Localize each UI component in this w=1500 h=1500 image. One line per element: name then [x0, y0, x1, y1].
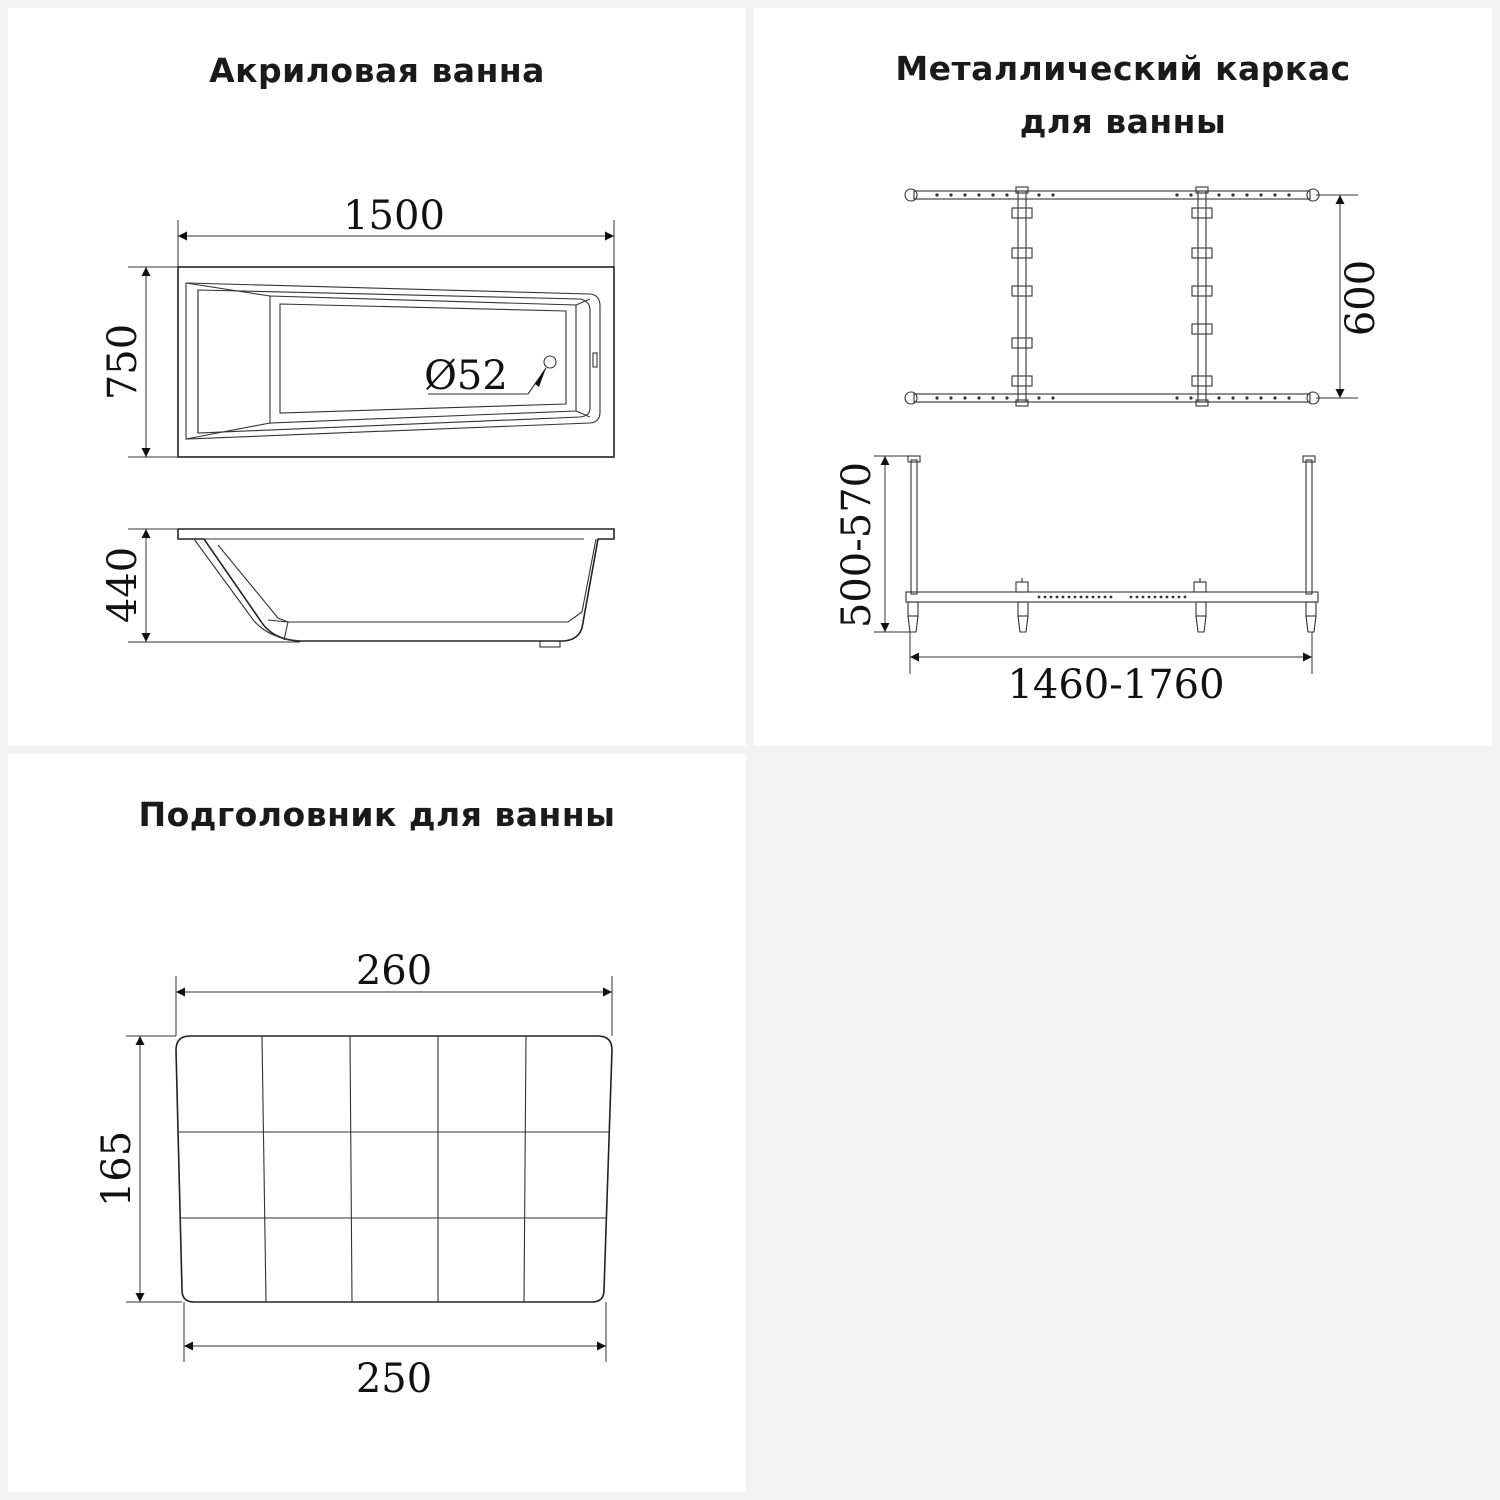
headrest-outline [176, 1036, 612, 1302]
acrylic-bath-drawing [8, 8, 746, 746]
bath-length-label: 1500 [343, 193, 445, 239]
drain-diameter-label: Ø52 [424, 353, 508, 399]
bath-height-dimension [128, 529, 300, 642]
frame-length-label: 1460-1760 [1007, 662, 1225, 708]
acrylic-bath-panel [8, 8, 746, 746]
metal-frame-drawing [754, 8, 1492, 746]
metal-frame-title-line2: для ванны [1019, 102, 1227, 141]
frame-height-label: 500-570 [834, 461, 880, 629]
metal-frame-panel [754, 8, 1492, 746]
headrest-panel [8, 754, 746, 1492]
frame-top-view [905, 187, 1319, 406]
headrest-drawing [8, 754, 746, 1492]
frame-side-view [906, 456, 1318, 632]
bath-top-view [178, 267, 614, 457]
headrest-height-label: 165 [94, 1130, 140, 1208]
frame-depth-label: 600 [1338, 259, 1384, 337]
bath-side-view [178, 529, 614, 647]
headrest-bottom-width-label: 250 [355, 1356, 433, 1402]
acrylic-bath-title: Акриловая ванна [209, 51, 545, 90]
headrest-title: Подголовник для ванны [138, 795, 616, 834]
metal-frame-title-line1: Металлический каркас [895, 49, 1351, 88]
bath-width-label: 750 [100, 323, 146, 401]
headrest-top-width-label: 260 [355, 948, 433, 994]
headrest-bottom-width-dimension [184, 1302, 606, 1362]
bath-height-label: 440 [100, 546, 146, 624]
